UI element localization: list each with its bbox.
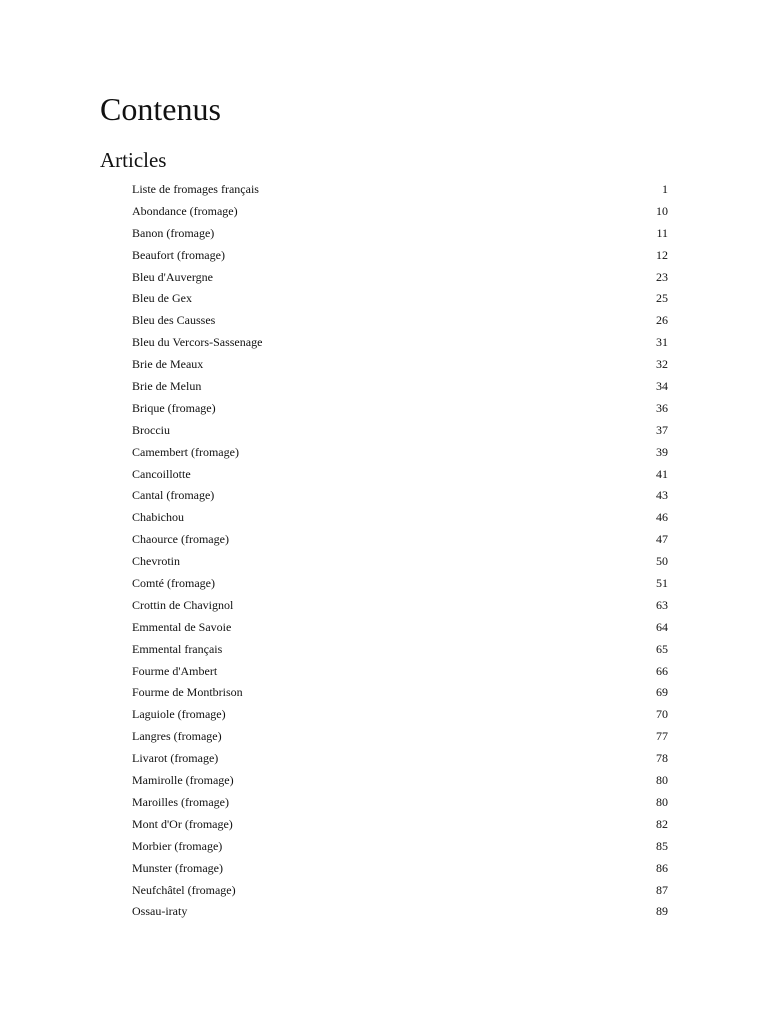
toc-entry-title[interactable]: Laguiole (fromage) xyxy=(132,707,226,722)
toc-entry-title[interactable]: Mamirolle (fromage) xyxy=(132,773,234,788)
toc-entry-title[interactable]: Crottin de Chavignol xyxy=(132,597,234,612)
toc-entry-page-number: 70 xyxy=(656,707,668,722)
toc-entry[interactable] xyxy=(132,310,668,332)
toc-entry-title[interactable]: Maroilles (fromage) xyxy=(132,794,229,809)
toc-entry-title[interactable]: Bleu des Causses xyxy=(132,313,216,328)
toc-entry-page-number: 36 xyxy=(656,400,668,415)
toc-entry-title[interactable]: Brie de Melun xyxy=(132,379,202,394)
toc-entry-title[interactable]: Langres (fromage) xyxy=(132,729,222,744)
toc-entry-page-number: 63 xyxy=(656,597,668,612)
toc-entry[interactable] xyxy=(132,901,668,923)
toc-entry[interactable] xyxy=(132,201,668,223)
toc-entry[interactable] xyxy=(132,288,668,310)
toc-entry[interactable] xyxy=(132,661,668,683)
toc-entry[interactable] xyxy=(132,507,668,529)
toc-entry[interactable] xyxy=(132,617,668,639)
toc-entry[interactable] xyxy=(132,595,668,617)
toc-entry-title[interactable]: Fourme d'Ambert xyxy=(132,663,218,678)
toc-entry-page-number: 65 xyxy=(656,641,668,656)
toc-entry-page-number: 12 xyxy=(656,247,668,262)
toc-entry[interactable] xyxy=(132,704,668,726)
toc-entry-page-number: 25 xyxy=(656,291,668,306)
toc-entry-page-number: 51 xyxy=(656,576,668,591)
toc-entry[interactable] xyxy=(132,398,668,420)
toc-entry-title[interactable]: Fourme de Montbrison xyxy=(132,685,243,700)
toc-entry[interactable] xyxy=(132,551,668,573)
section-title: Articles xyxy=(100,148,167,172)
toc-entry[interactable] xyxy=(132,880,668,902)
toc-entry-page-number: 41 xyxy=(656,466,668,481)
toc-entry-page-number: 43 xyxy=(656,488,668,503)
toc-entry[interactable] xyxy=(132,464,668,486)
toc-entry-page-number: 50 xyxy=(656,554,668,569)
toc-entry-title[interactable]: Abondance (fromage) xyxy=(132,203,238,218)
toc-entry-title[interactable]: Neufchâtel (fromage) xyxy=(132,882,236,897)
toc-entry-title[interactable]: Cantal (fromage) xyxy=(132,488,215,503)
toc-entry-page-number: 47 xyxy=(656,532,668,547)
toc-entry-title[interactable]: Comté (fromage) xyxy=(132,576,215,591)
toc-entry[interactable] xyxy=(132,682,668,704)
toc-entry-title[interactable]: Brie de Meaux xyxy=(132,357,204,372)
toc-entry-title[interactable]: Livarot (fromage) xyxy=(132,751,219,766)
toc-entry-page-number: 37 xyxy=(656,422,668,437)
toc-entry-title[interactable]: Munster (fromage) xyxy=(132,860,223,875)
toc-entry[interactable] xyxy=(132,573,668,595)
toc-entry-page-number: 31 xyxy=(656,335,668,350)
toc-entry[interactable] xyxy=(132,223,668,245)
toc-entry-page-number: 32 xyxy=(656,357,668,372)
toc-entry[interactable] xyxy=(132,420,668,442)
toc-entry[interactable] xyxy=(132,770,668,792)
toc-entry-page-number: 77 xyxy=(656,729,668,744)
toc-entry[interactable] xyxy=(132,748,668,770)
toc-entry[interactable] xyxy=(132,792,668,814)
toc-entry[interactable] xyxy=(132,245,668,267)
toc-entry-title[interactable]: Brique (fromage) xyxy=(132,400,216,415)
toc-entry-page-number: 82 xyxy=(656,816,668,831)
toc-entry-page-number: 80 xyxy=(656,794,668,809)
toc-entry-title[interactable]: Morbier (fromage) xyxy=(132,838,223,853)
toc-entry[interactable] xyxy=(132,836,668,858)
toc-entry[interactable] xyxy=(132,529,668,551)
toc-entry-page-number: 34 xyxy=(656,379,668,394)
toc-entry[interactable] xyxy=(132,376,668,398)
page-title: Contenus xyxy=(100,91,221,127)
toc-entry[interactable] xyxy=(132,442,668,464)
toc-entry-page-number: 23 xyxy=(656,269,668,284)
toc-entry-page-number: 69 xyxy=(656,685,668,700)
table-of-contents xyxy=(132,179,668,923)
toc-entry-page-number: 1 xyxy=(662,182,668,196)
toc-entry-title[interactable]: Bleu de Gex xyxy=(132,291,192,306)
toc-entry-title[interactable]: Emmental de Savoie xyxy=(132,619,232,634)
toc-entry[interactable] xyxy=(132,814,668,836)
toc-entry[interactable] xyxy=(132,354,668,376)
toc-entry[interactable] xyxy=(132,332,668,354)
toc-entry-page-number: 89 xyxy=(656,904,668,919)
toc-entry-title[interactable]: Chaource (fromage) xyxy=(132,532,229,547)
toc-entry-title[interactable]: Mont d'Or (fromage) xyxy=(132,816,233,831)
toc-entry-page-number: 64 xyxy=(656,619,668,634)
toc-entry-title[interactable]: Emmental français xyxy=(132,641,223,656)
toc-entry[interactable] xyxy=(132,267,668,289)
toc-entry-title[interactable]: Beaufort (fromage) xyxy=(132,247,225,262)
toc-entry-title[interactable]: Bleu du Vercors-Sassenage xyxy=(132,335,263,350)
toc-entry-page-number: 85 xyxy=(656,838,668,853)
toc-entry[interactable] xyxy=(132,726,668,748)
toc-entry-title[interactable]: Banon (fromage) xyxy=(132,225,215,240)
toc-entry[interactable] xyxy=(132,485,668,507)
toc-entry[interactable] xyxy=(132,858,668,880)
toc-entry-title[interactable]: Chevrotin xyxy=(132,554,180,569)
toc-entry-title[interactable]: Ossau-iraty xyxy=(132,904,188,919)
toc-entry-page-number: 46 xyxy=(656,510,668,525)
toc-entry[interactable] xyxy=(132,179,668,201)
toc-entry-page-number: 80 xyxy=(656,773,668,788)
toc-entry-page-number: 11 xyxy=(656,225,668,240)
toc-entry-page-number: 39 xyxy=(656,444,668,459)
toc-entry-title[interactable]: Chabichou xyxy=(132,510,184,525)
toc-entry-title[interactable]: Brocciu xyxy=(132,422,170,437)
toc-entry-page-number: 86 xyxy=(656,860,668,875)
toc-entry-page-number: 26 xyxy=(656,313,668,328)
toc-entry-page-number: 66 xyxy=(656,663,668,678)
toc-entry-page-number: 10 xyxy=(656,203,668,218)
toc-entry-title[interactable]: Liste de fromages français xyxy=(132,182,259,196)
toc-entry-title[interactable]: Bleu d'Auvergne xyxy=(132,269,213,284)
toc-entry-page-number: 87 xyxy=(656,882,668,897)
toc-entry-title[interactable]: Camembert (fromage) xyxy=(132,444,239,459)
toc-entry[interactable] xyxy=(132,639,668,661)
toc-entry-title[interactable]: Cancoillotte xyxy=(132,466,191,481)
toc-entry-page-number: 78 xyxy=(656,751,668,766)
